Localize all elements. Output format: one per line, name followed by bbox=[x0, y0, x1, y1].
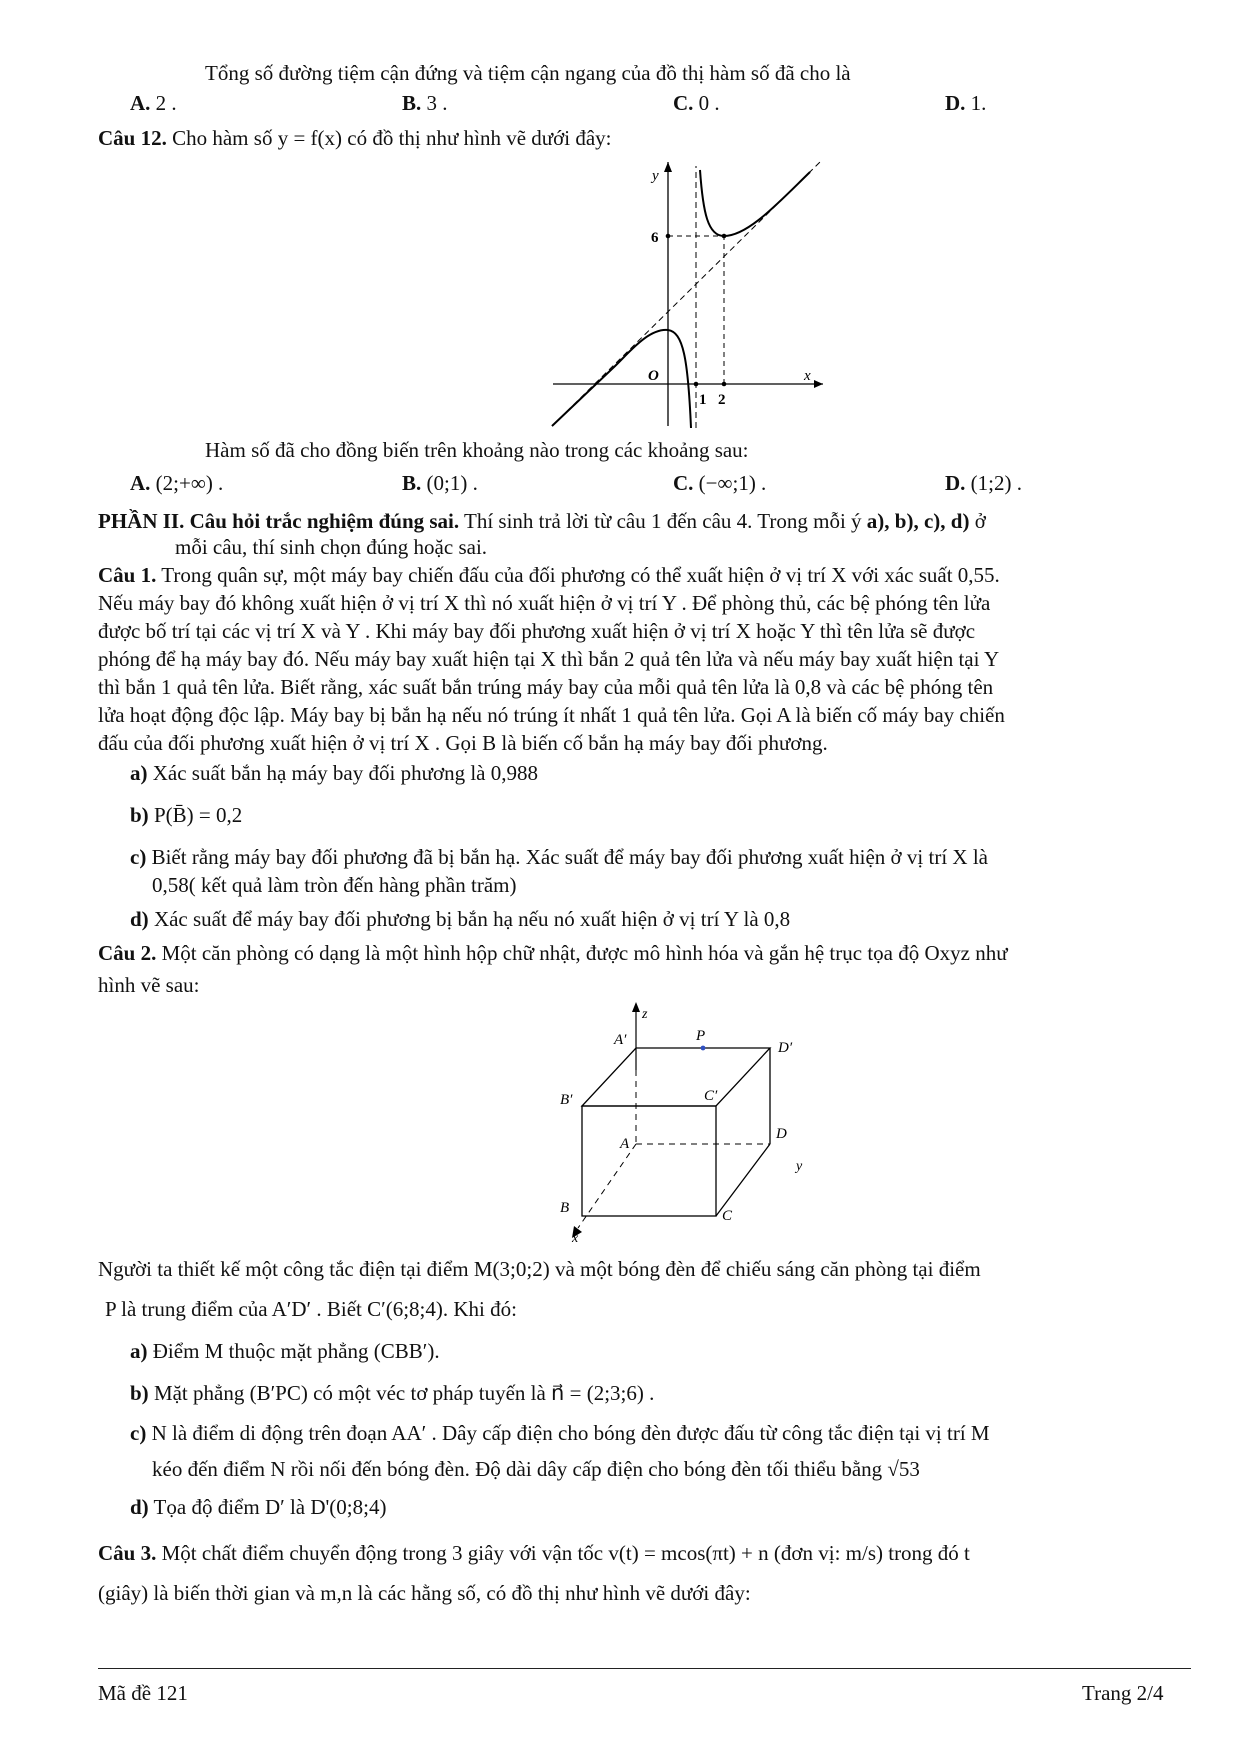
item-label: a) bbox=[130, 761, 148, 785]
question-text: Một chất điểm chuyển động trong 3 giây với vận tốc v(t) = mcos(πt) + n (đơn vị: m/s) trong đó t bbox=[156, 1541, 970, 1565]
question-text: Một căn phòng có dạng là một hình hộp chữ nhật, được mô hình hóa và gắn hệ trục tọa độ Oxyz như bbox=[156, 941, 1008, 965]
c2-line bbox=[98, 940, 1008, 966]
c2-line: hình vẽ sau: bbox=[98, 973, 200, 997]
c2-item-c-cont: kéo đến điểm N rồi nối đến bóng đèn. Độ dài dây cấp điện cho bóng đèn tối thiểu bằng √53 bbox=[152, 1457, 920, 1481]
part2-heading bbox=[98, 508, 986, 534]
x-tick-1: 1 bbox=[699, 392, 707, 408]
question-label: Câu 12. bbox=[98, 126, 167, 150]
option-text: 3 . bbox=[426, 91, 448, 115]
item-text: Xác suất bắn hạ máy bay đối phương là 0,988 bbox=[147, 761, 538, 785]
item-label: a) bbox=[130, 1339, 148, 1363]
option-text: 0 . bbox=[698, 91, 720, 115]
item-text: Tọa độ điểm D′ là D'(0;8;4) bbox=[148, 1495, 387, 1519]
c1-line: Nếu máy bay đó không xuất hiện ở vị trí X thì nó xuất hiện ở vị trí Y . Để phòng thủ, các bệ phóng tên lửa bbox=[98, 591, 991, 615]
option-label: A. bbox=[130, 91, 151, 115]
option-label: A. bbox=[130, 471, 151, 495]
z-axis-arrow bbox=[632, 1002, 640, 1012]
question-text: Trong quân sự, một máy bay chiến đấu của đối phương có thể xuất hiện ở vị trí X với xác suất 0,55. bbox=[156, 563, 1000, 587]
c1-item-d[interactable] bbox=[130, 906, 790, 932]
q11-stem: Tổng số đường tiệm cận đứng và tiệm cận ngang của đồ thị hàm số đã cho là bbox=[205, 61, 851, 85]
option-label: B. bbox=[402, 91, 422, 115]
option-label: C. bbox=[673, 471, 694, 495]
C-label: C bbox=[722, 1208, 733, 1224]
B1-label: B′ bbox=[560, 1092, 573, 1108]
q12-option-c[interactable] bbox=[673, 470, 766, 496]
q11-option-b[interactable] bbox=[402, 90, 448, 116]
option-text: (0;1) . bbox=[426, 471, 478, 495]
point-P bbox=[701, 1046, 706, 1051]
footer-divider bbox=[98, 1668, 1191, 1669]
z-label: z bbox=[642, 1007, 648, 1022]
y-axis-arrow bbox=[664, 162, 672, 172]
option-label: C. bbox=[673, 91, 694, 115]
part2-items: a), b), c), d) bbox=[866, 509, 970, 533]
y-label: y bbox=[796, 1159, 803, 1174]
part2-desc-line2: mỗi câu, thí sinh chọn đúng hoặc sai. bbox=[175, 535, 488, 559]
question-stem: Cho hàm số y = f(x) có đồ thị như hình vẽ dưới đây: bbox=[172, 126, 612, 150]
c1-line: thì bắn 1 quả tên lửa. Biết rằng, xác suất bắn trúng máy bay của mỗi quả tên lửa là 0,8 và các bệ phóng tên bbox=[98, 675, 994, 699]
c2-after-line: P là trung điểm của A′D′ . Biết C′(6;8;4). Khi đó: bbox=[105, 1297, 517, 1321]
item-text: Điểm M thuộc mặt phẳng (CBB′). bbox=[147, 1339, 440, 1363]
c3-line bbox=[98, 1540, 970, 1566]
curve-left-branch bbox=[552, 330, 691, 428]
x-axis-arrow bbox=[814, 380, 823, 388]
option-text: 2 . bbox=[155, 91, 177, 115]
item-label: b) bbox=[130, 803, 149, 827]
item-text: N là điểm di động trên đoạn AA′ . Dây cấp điện cho bóng đèn được đấu từ công tắc điện tại vị trí M bbox=[146, 1421, 990, 1445]
c2-item-c[interactable] bbox=[130, 1420, 990, 1446]
c1-line: đấu của đối phương xuất hiện ở vị trí X . Gọi B là biến cố bắn hạ máy bay đối phương. bbox=[98, 731, 828, 755]
exam-code: Mã đề 121 bbox=[98, 1681, 188, 1705]
item-text: Xác suất để máy bay đối phương bị bắn hạ nếu nó xuất hiện ở vị trí Y là 0,8 bbox=[148, 907, 791, 931]
c1-line: lửa hoạt động độc lập. Máy bay bị bắn hạ nếu nó trúng ít nhất 1 quả tên lửa. Gọi A là biến cố máy bay chiến bbox=[98, 703, 1005, 727]
c2-item-b[interactable] bbox=[130, 1380, 654, 1406]
q11-option-c[interactable] bbox=[673, 90, 720, 116]
item-label: d) bbox=[130, 1495, 149, 1519]
page-number: Trang 2/4 bbox=[1082, 1681, 1164, 1705]
item-label: c) bbox=[130, 1421, 147, 1445]
origin-label: O bbox=[648, 368, 659, 384]
D-label: D bbox=[776, 1126, 787, 1142]
option-text: (1;2) . bbox=[970, 471, 1022, 495]
c1-line bbox=[98, 562, 1000, 588]
item-label: d) bbox=[130, 907, 149, 931]
question-label: Câu 3. bbox=[98, 1541, 157, 1565]
q11-option-d[interactable] bbox=[945, 90, 986, 116]
q12-option-b[interactable] bbox=[402, 470, 478, 496]
c2-after-line: Người ta thiết kế một công tắc điện tại điểm M(3;0;2) và một bóng đèn để chiếu sáng căn phòng tại điểm bbox=[98, 1257, 981, 1281]
q12-header bbox=[98, 125, 612, 151]
q12-option-a[interactable] bbox=[130, 470, 223, 496]
c1-item-b[interactable] bbox=[130, 802, 242, 828]
tick-point bbox=[694, 382, 699, 387]
c1-item-a[interactable] bbox=[130, 760, 538, 786]
option-text: (2;+∞) . bbox=[155, 471, 224, 495]
option-label: B. bbox=[402, 471, 422, 495]
C1-label: C′ bbox=[704, 1088, 718, 1104]
q12-option-d[interactable] bbox=[945, 470, 1022, 496]
x-tick-2: 2 bbox=[718, 392, 726, 408]
question-label: Câu 2. bbox=[98, 941, 157, 965]
question-label: Câu 1. bbox=[98, 563, 157, 587]
x-label: x bbox=[572, 1231, 579, 1243]
item-text: P(B̄) = 0,2 bbox=[148, 803, 243, 827]
c1-line: được bố trí tại các vị trí X và Y . Khi máy bay đối phương xuất hiện ở vị trí X hoặc Y thì tên lửa sẽ được bbox=[98, 619, 976, 643]
c1-item-c[interactable] bbox=[130, 844, 988, 870]
q11-option-a[interactable] bbox=[130, 90, 177, 116]
item-label: c) bbox=[130, 845, 147, 869]
option-text: 1. bbox=[970, 91, 987, 115]
P-label: P bbox=[696, 1028, 706, 1044]
D1-label: D′ bbox=[778, 1040, 793, 1056]
front-face bbox=[582, 1106, 716, 1216]
option-text: (−∞;1) . bbox=[698, 471, 767, 495]
B-label: B bbox=[560, 1200, 570, 1216]
item-text: Biết rằng máy bay đối phương đã bị bắn hạ. Xác suất để máy bay đối phương xuất hiện ở vị trí X là bbox=[146, 845, 988, 869]
item-label: b) bbox=[130, 1381, 149, 1405]
q12-function-graph bbox=[548, 158, 828, 433]
x-axis-label: x bbox=[804, 368, 811, 384]
tick-point bbox=[722, 382, 727, 387]
c2-item-a[interactable] bbox=[130, 1338, 440, 1364]
c1-item-c-cont: 0,58( kết quả làm tròn đến hàng phần trăm) bbox=[152, 873, 517, 897]
option-label: D. bbox=[945, 91, 966, 115]
edge-DC bbox=[716, 1144, 770, 1216]
y-tick-6: 6 bbox=[651, 230, 659, 246]
top-face bbox=[582, 1048, 770, 1106]
c1-line: phóng để hạ máy bay đó. Nếu máy bay xuất hiện tại X thì bắn 2 quả tên lửa và nếu máy bay xuất hiện tại Y bbox=[98, 647, 1000, 671]
c3-line: (giây) là biến thời gian và m,n là các hằng số, có đồ thị như hình vẽ dưới đây: bbox=[98, 1581, 751, 1605]
q12-question: Hàm số đã cho đồng biến trên khoảng nào trong các khoảng sau: bbox=[205, 438, 749, 462]
part2-desc: Thí sinh trả lời từ câu 1 đến câu 4. Trong mỗi ý bbox=[459, 509, 867, 533]
A-label: A bbox=[620, 1136, 630, 1152]
part2-desc-end: ở bbox=[969, 509, 986, 533]
tick-point bbox=[666, 234, 671, 239]
A1-label: A′ bbox=[614, 1032, 627, 1048]
c2-box-figure bbox=[548, 998, 838, 1243]
y-axis-label: y bbox=[652, 168, 659, 184]
item-text: Mặt phẳng (B′PC) có một véc tơ pháp tuyến là n⃗ = (2;3;6) . bbox=[148, 1381, 655, 1405]
part2-title: PHẦN II. Câu hỏi trắc nghiệm đúng sai. bbox=[98, 509, 460, 533]
option-label: D. bbox=[945, 471, 966, 495]
c2-item-d[interactable] bbox=[130, 1494, 386, 1520]
min-point bbox=[722, 234, 727, 239]
